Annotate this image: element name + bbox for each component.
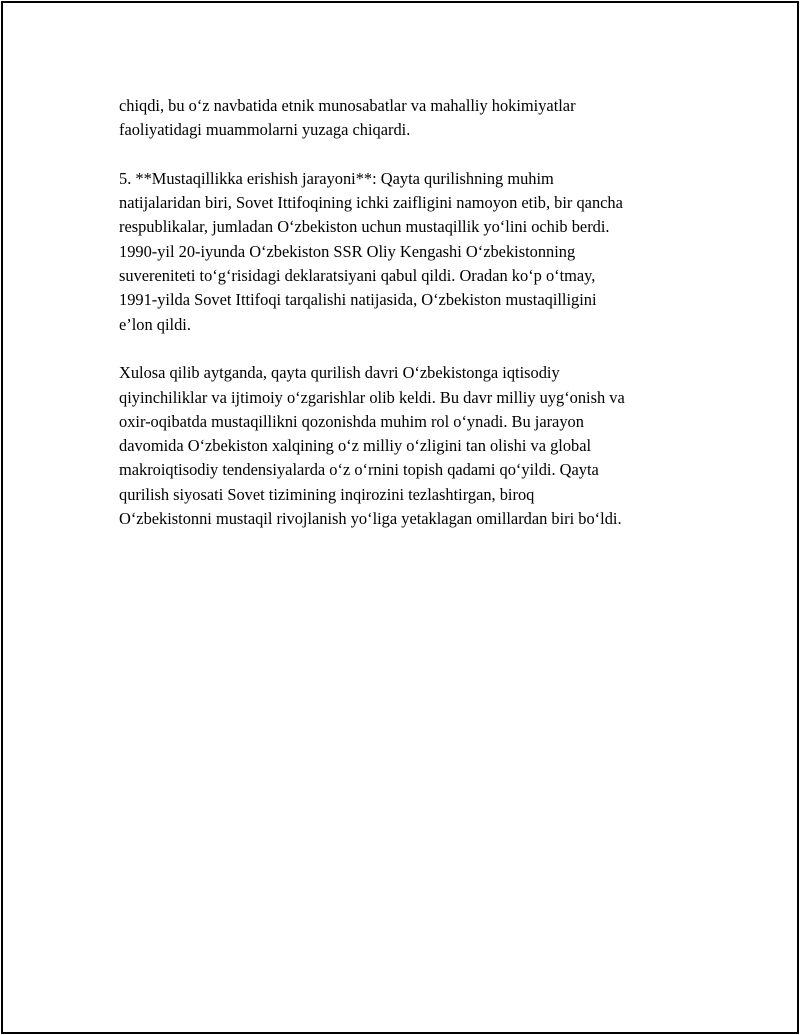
text-line: suvereniteti to‘g‘risidagi deklaratsiyani qabul qildi. Oradan ko‘p o‘tmay,	[119, 266, 596, 286]
text-line: 1991-yilda Sovet Ittifoqi tarqalishi natijasida, O‘zbekiston mustaqilligini	[119, 290, 597, 310]
text-line: 1990-yil 20-iyunda O‘zbekiston SSR Oliy Kengashi O‘zbekistonning	[119, 241, 576, 261]
text-line: respublikalar, jumladan O‘zbekiston uchun mustaqillik yo‘lini ochib berdi.	[119, 217, 610, 237]
paragraph-independence	[119, 167, 699, 337]
text-line: e’lon qildi.	[119, 314, 191, 334]
text-line: qiyinchiliklar va ijtimoiy o‘zgarishlar olib keldi. Bu davr milliy uyg‘onish va	[119, 387, 625, 407]
text-line: Xulosa qilib aytganda, qayta qurilish davri O‘zbekistonga iqtisodiy	[119, 363, 560, 383]
text-line: 5. **Mustaqillikka erishish jarayoni**: Qayta qurilishning muhim	[119, 168, 554, 188]
text-line: makroiqtisodiy tendensiyalarda o‘z o‘rnini topish qadami qo‘yildi. Qayta	[119, 460, 599, 480]
paragraph-continuation	[119, 94, 699, 143]
text-line: qurilish siyosati Sovet tizimining inqirozini tezlashtirgan, biroq	[119, 484, 535, 504]
text-line: faoliyatidagi muammolarni yuzaga chiqardi.	[119, 120, 411, 140]
paragraph-conclusion	[119, 361, 699, 531]
text-line: chiqdi, bu o‘z navbatida etnik munosabatlar va mahalliy hokimiyatlar	[119, 96, 576, 115]
text-line: oxir-oqibatda mustaqillikni qozonishda muhim rol o‘ynadi. Bu jarayon	[119, 411, 584, 431]
document-page	[1, 1, 799, 1034]
text-line: natijalaridan biri, Sovet Ittifoqining ichki zaifligini namoyon etib, bir qancha	[119, 193, 623, 213]
text-line: O‘zbekistonni mustaqil rivojlanish yo‘liga yetaklagan omillardan biri bo‘ldi.	[119, 509, 622, 529]
text-line: davomida O‘zbekiston xalqining o‘z milliy o‘zligini tan olishi va global	[119, 436, 592, 456]
document-body	[119, 94, 699, 556]
